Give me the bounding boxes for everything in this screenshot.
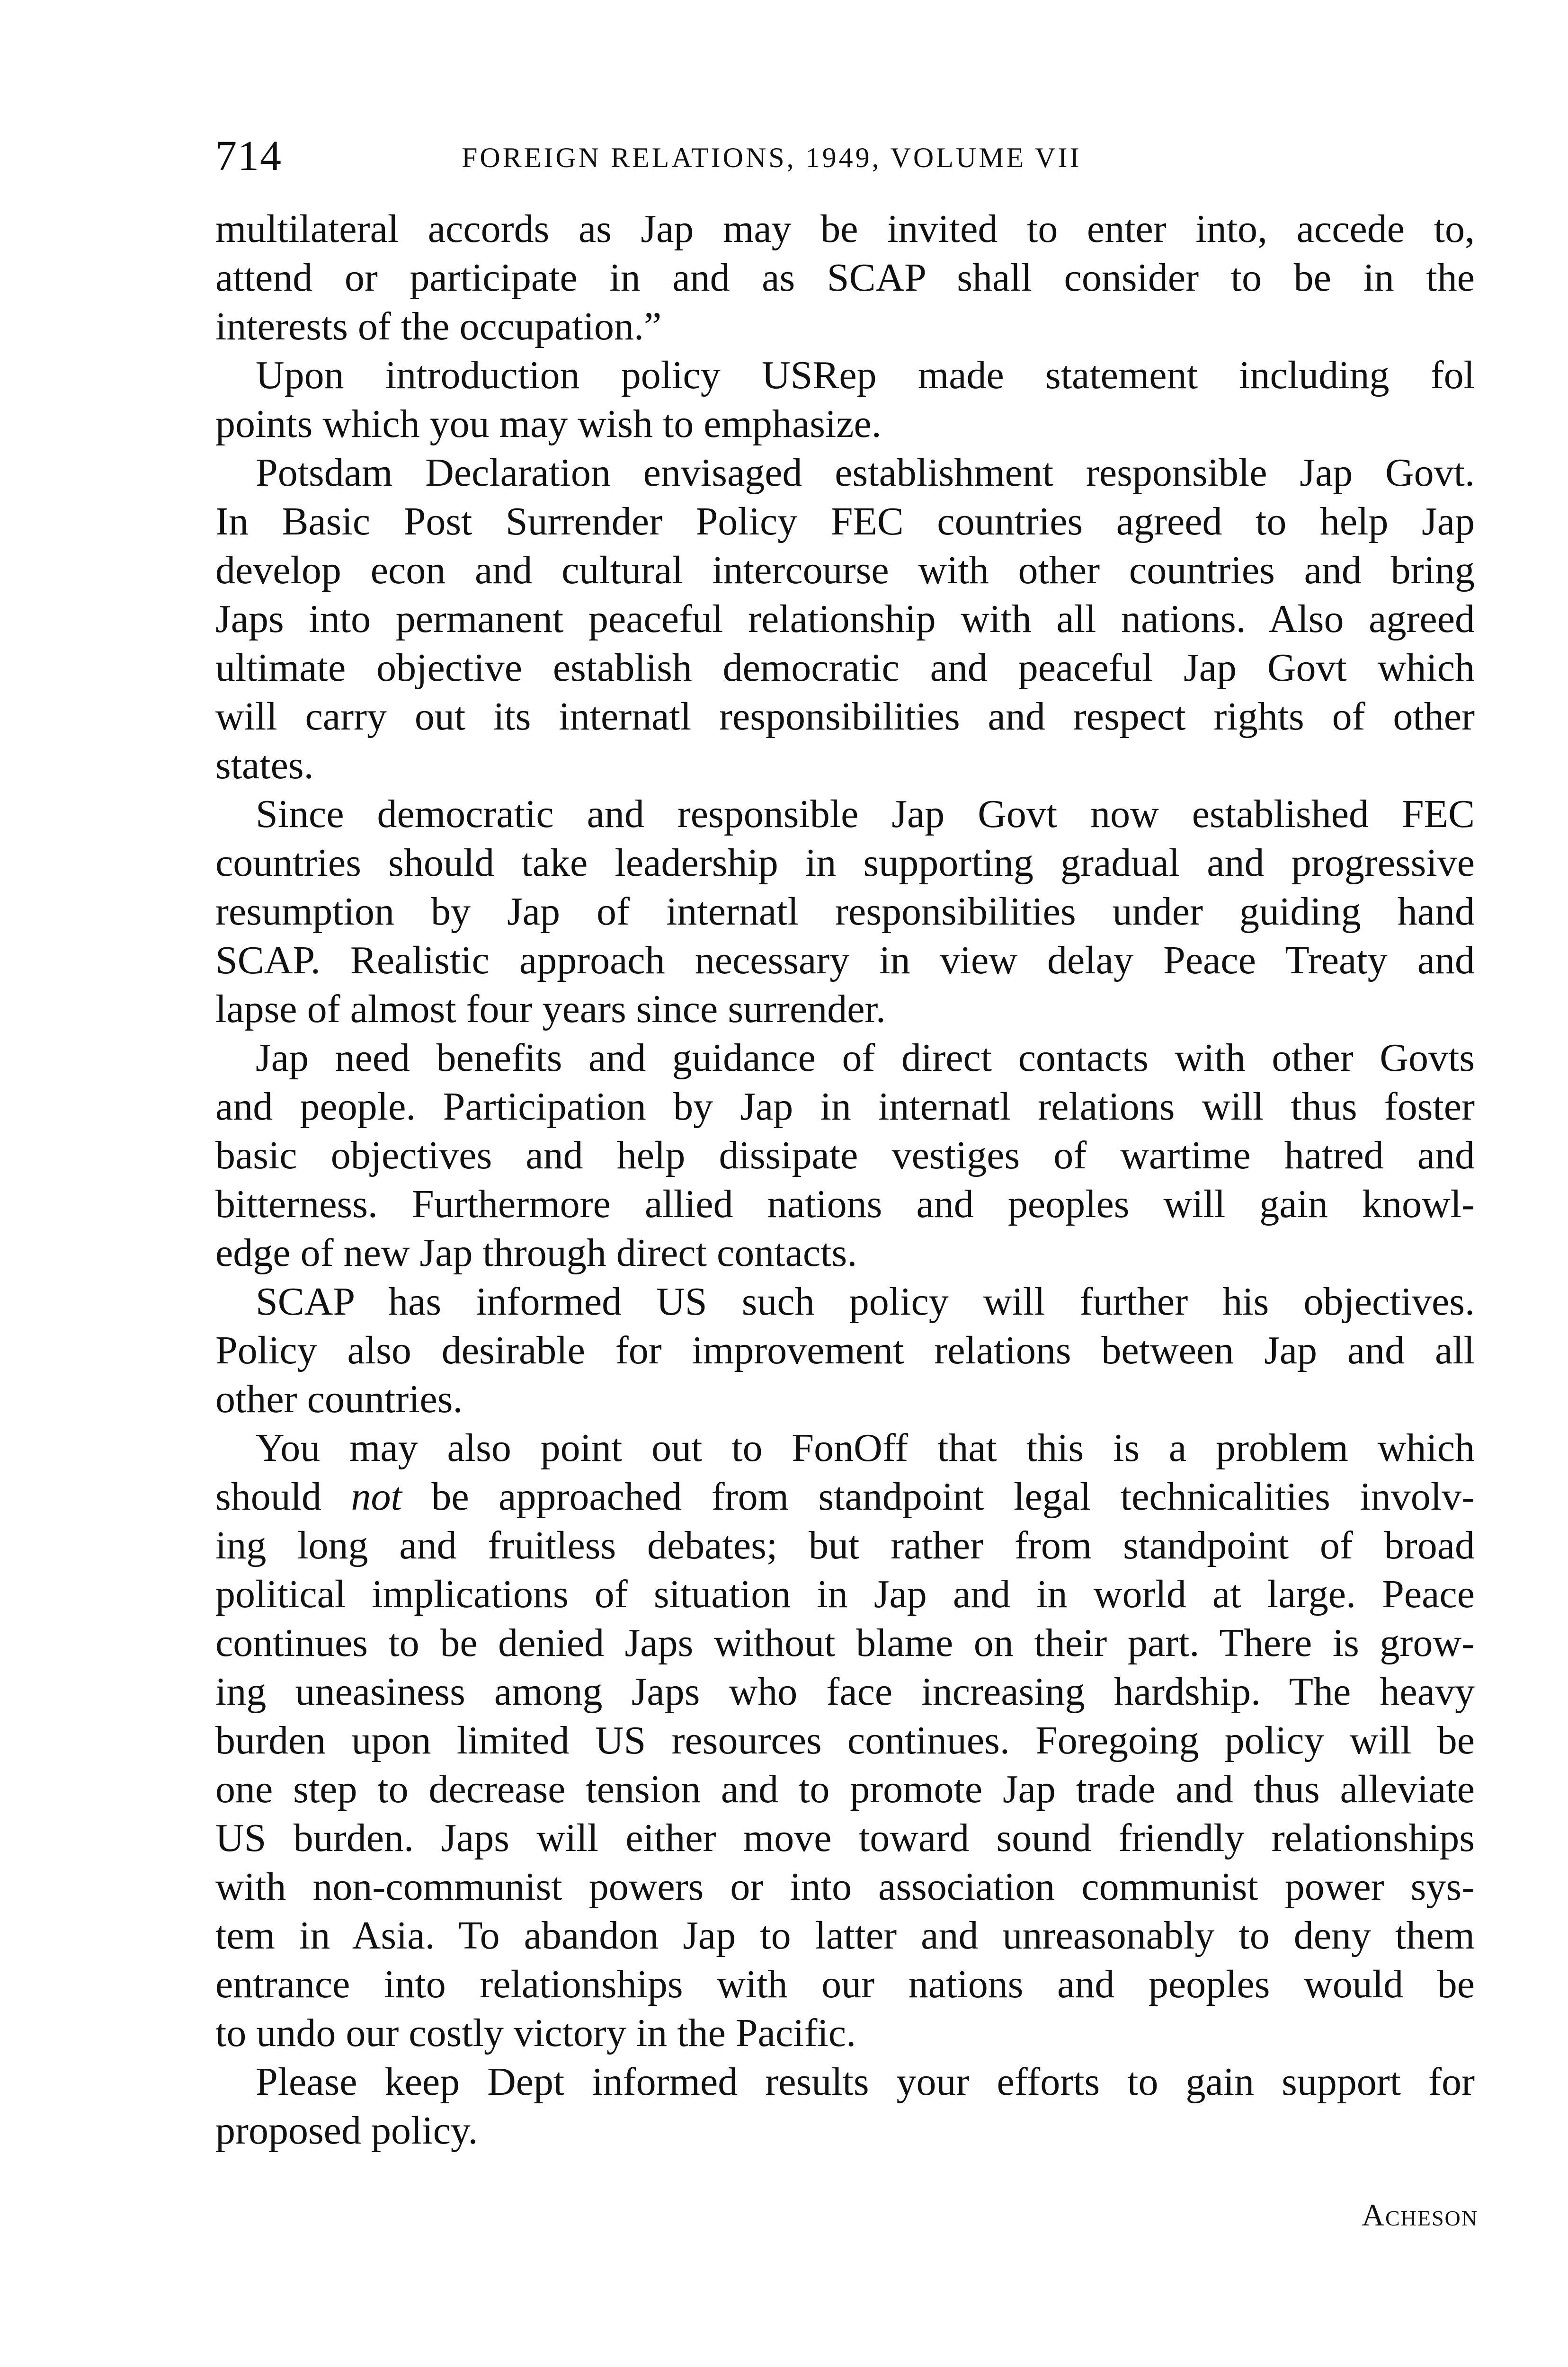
paragraph bbox=[215, 790, 1475, 1033]
text-line: entrance into relationships with our nations and peoples would be bbox=[215, 1962, 1475, 2006]
paragraph bbox=[215, 2057, 1475, 2155]
paragraph bbox=[215, 205, 1475, 351]
paragraph bbox=[215, 351, 1475, 448]
text-line: Since democratic and responsible Jap Govt now established FEC bbox=[256, 792, 1475, 836]
text-line: Japs into permanent peaceful relationship with all nations. Also agreed bbox=[215, 597, 1475, 641]
paragraph bbox=[215, 448, 1475, 790]
paragraph bbox=[215, 1033, 1475, 1277]
text-line: Jap need benefits and guidance of direct contacts with other Govts bbox=[256, 1036, 1475, 1080]
text-line: Upon introduction policy USRep made statement including fol bbox=[256, 353, 1475, 397]
text-line: tem in Asia. To abandon Jap to latter and unreasonably to deny them bbox=[215, 1913, 1475, 1958]
text-line: Please keep Dept informed results your efforts to gain support for bbox=[256, 2060, 1475, 2104]
text-line: SCAP has informed US such policy will further his objectives. bbox=[256, 1280, 1475, 1324]
running-title: FOREIGN RELATIONS, 1949, VOLUME VII bbox=[462, 142, 1082, 173]
text-line: points which you may wish to emphasize. bbox=[215, 402, 882, 446]
text-line: edge of new Jap through direct contacts. bbox=[215, 1231, 857, 1275]
text-line: attend or participate in and as SCAP shall consider to be in the bbox=[215, 256, 1475, 300]
text-line: continues to be denied Japs without blame on their part. There is grow- bbox=[215, 1621, 1475, 1665]
text-line: states. bbox=[215, 743, 314, 787]
text-line: should not be approached from standpoint legal technicalities involv- bbox=[215, 1475, 1475, 1519]
text-line: political implications of situation in Jap and in world at large. Peace bbox=[215, 1572, 1475, 1616]
text-line: bitterness. Furthermore allied nations and peoples will gain knowl- bbox=[215, 1182, 1475, 1226]
text-line: You may also point out to FonOff that this is a problem which bbox=[256, 1426, 1475, 1470]
text-line: ing uneasiness among Japs who face increasing hardship. The heavy bbox=[215, 1670, 1475, 1714]
text-line: interests of the occupation.” bbox=[215, 304, 662, 348]
page-header bbox=[215, 128, 1484, 185]
text-line: resumption by Jap of internatl responsibilities under guiding hand bbox=[215, 890, 1475, 934]
text-line: will carry out its internatl responsibilities and respect rights of other bbox=[215, 694, 1475, 739]
text-line: basic objectives and help dissipate vestiges of wartime hatred and bbox=[215, 1133, 1475, 1177]
emphasis: not bbox=[351, 1475, 402, 1519]
text-line: US burden. Japs will either move toward sound friendly relationships bbox=[215, 1816, 1475, 1860]
text-line: proposed policy. bbox=[215, 2109, 478, 2153]
text-line: and people. Participation by Jap in internatl relations will thus foster bbox=[215, 1085, 1475, 1129]
text-line: In Basic Post Surrender Policy FEC countries agreed to help Jap bbox=[215, 499, 1475, 543]
text-line: lapse of almost four years since surrender. bbox=[215, 987, 886, 1031]
text-line: multilateral accords as Jap may be invited to enter into, accede to, bbox=[215, 207, 1475, 251]
text-line: ing long and fruitless debates; but rather from standpoint of broad bbox=[215, 1523, 1475, 1567]
text-line: Policy also desirable for improvement relations between Jap and all bbox=[215, 1328, 1475, 1372]
text-line: to undo our costly victory in the Pacific. bbox=[215, 2011, 856, 2055]
text-line: countries should take leadership in supporting gradual and progressive bbox=[215, 841, 1475, 885]
text-line: SCAP. Realistic approach necessary in view delay Peace Treaty and bbox=[215, 938, 1475, 982]
text-line: with non-communist powers or into association communist power sys- bbox=[215, 1865, 1475, 1909]
document-body bbox=[215, 205, 1475, 2155]
page-number: 714 bbox=[215, 133, 282, 179]
paragraph bbox=[215, 1277, 1475, 1424]
signature: Acheson bbox=[1362, 2198, 1478, 2233]
text-line: develop econ and cultural intercourse with other countries and bring bbox=[215, 548, 1475, 592]
text-line: other countries. bbox=[215, 1377, 463, 1421]
paragraph bbox=[215, 1424, 1475, 2057]
text-line: burden upon limited US resources continues. Foregoing policy will be bbox=[215, 1718, 1475, 1762]
text-line: ultimate objective establish democratic and peaceful Jap Govt which bbox=[215, 646, 1475, 690]
text-line: Potsdam Declaration envisaged establishment responsible Jap Govt. bbox=[256, 451, 1475, 495]
text-line: one step to decrease tension and to promote Jap trade and thus alleviate bbox=[215, 1767, 1475, 1811]
